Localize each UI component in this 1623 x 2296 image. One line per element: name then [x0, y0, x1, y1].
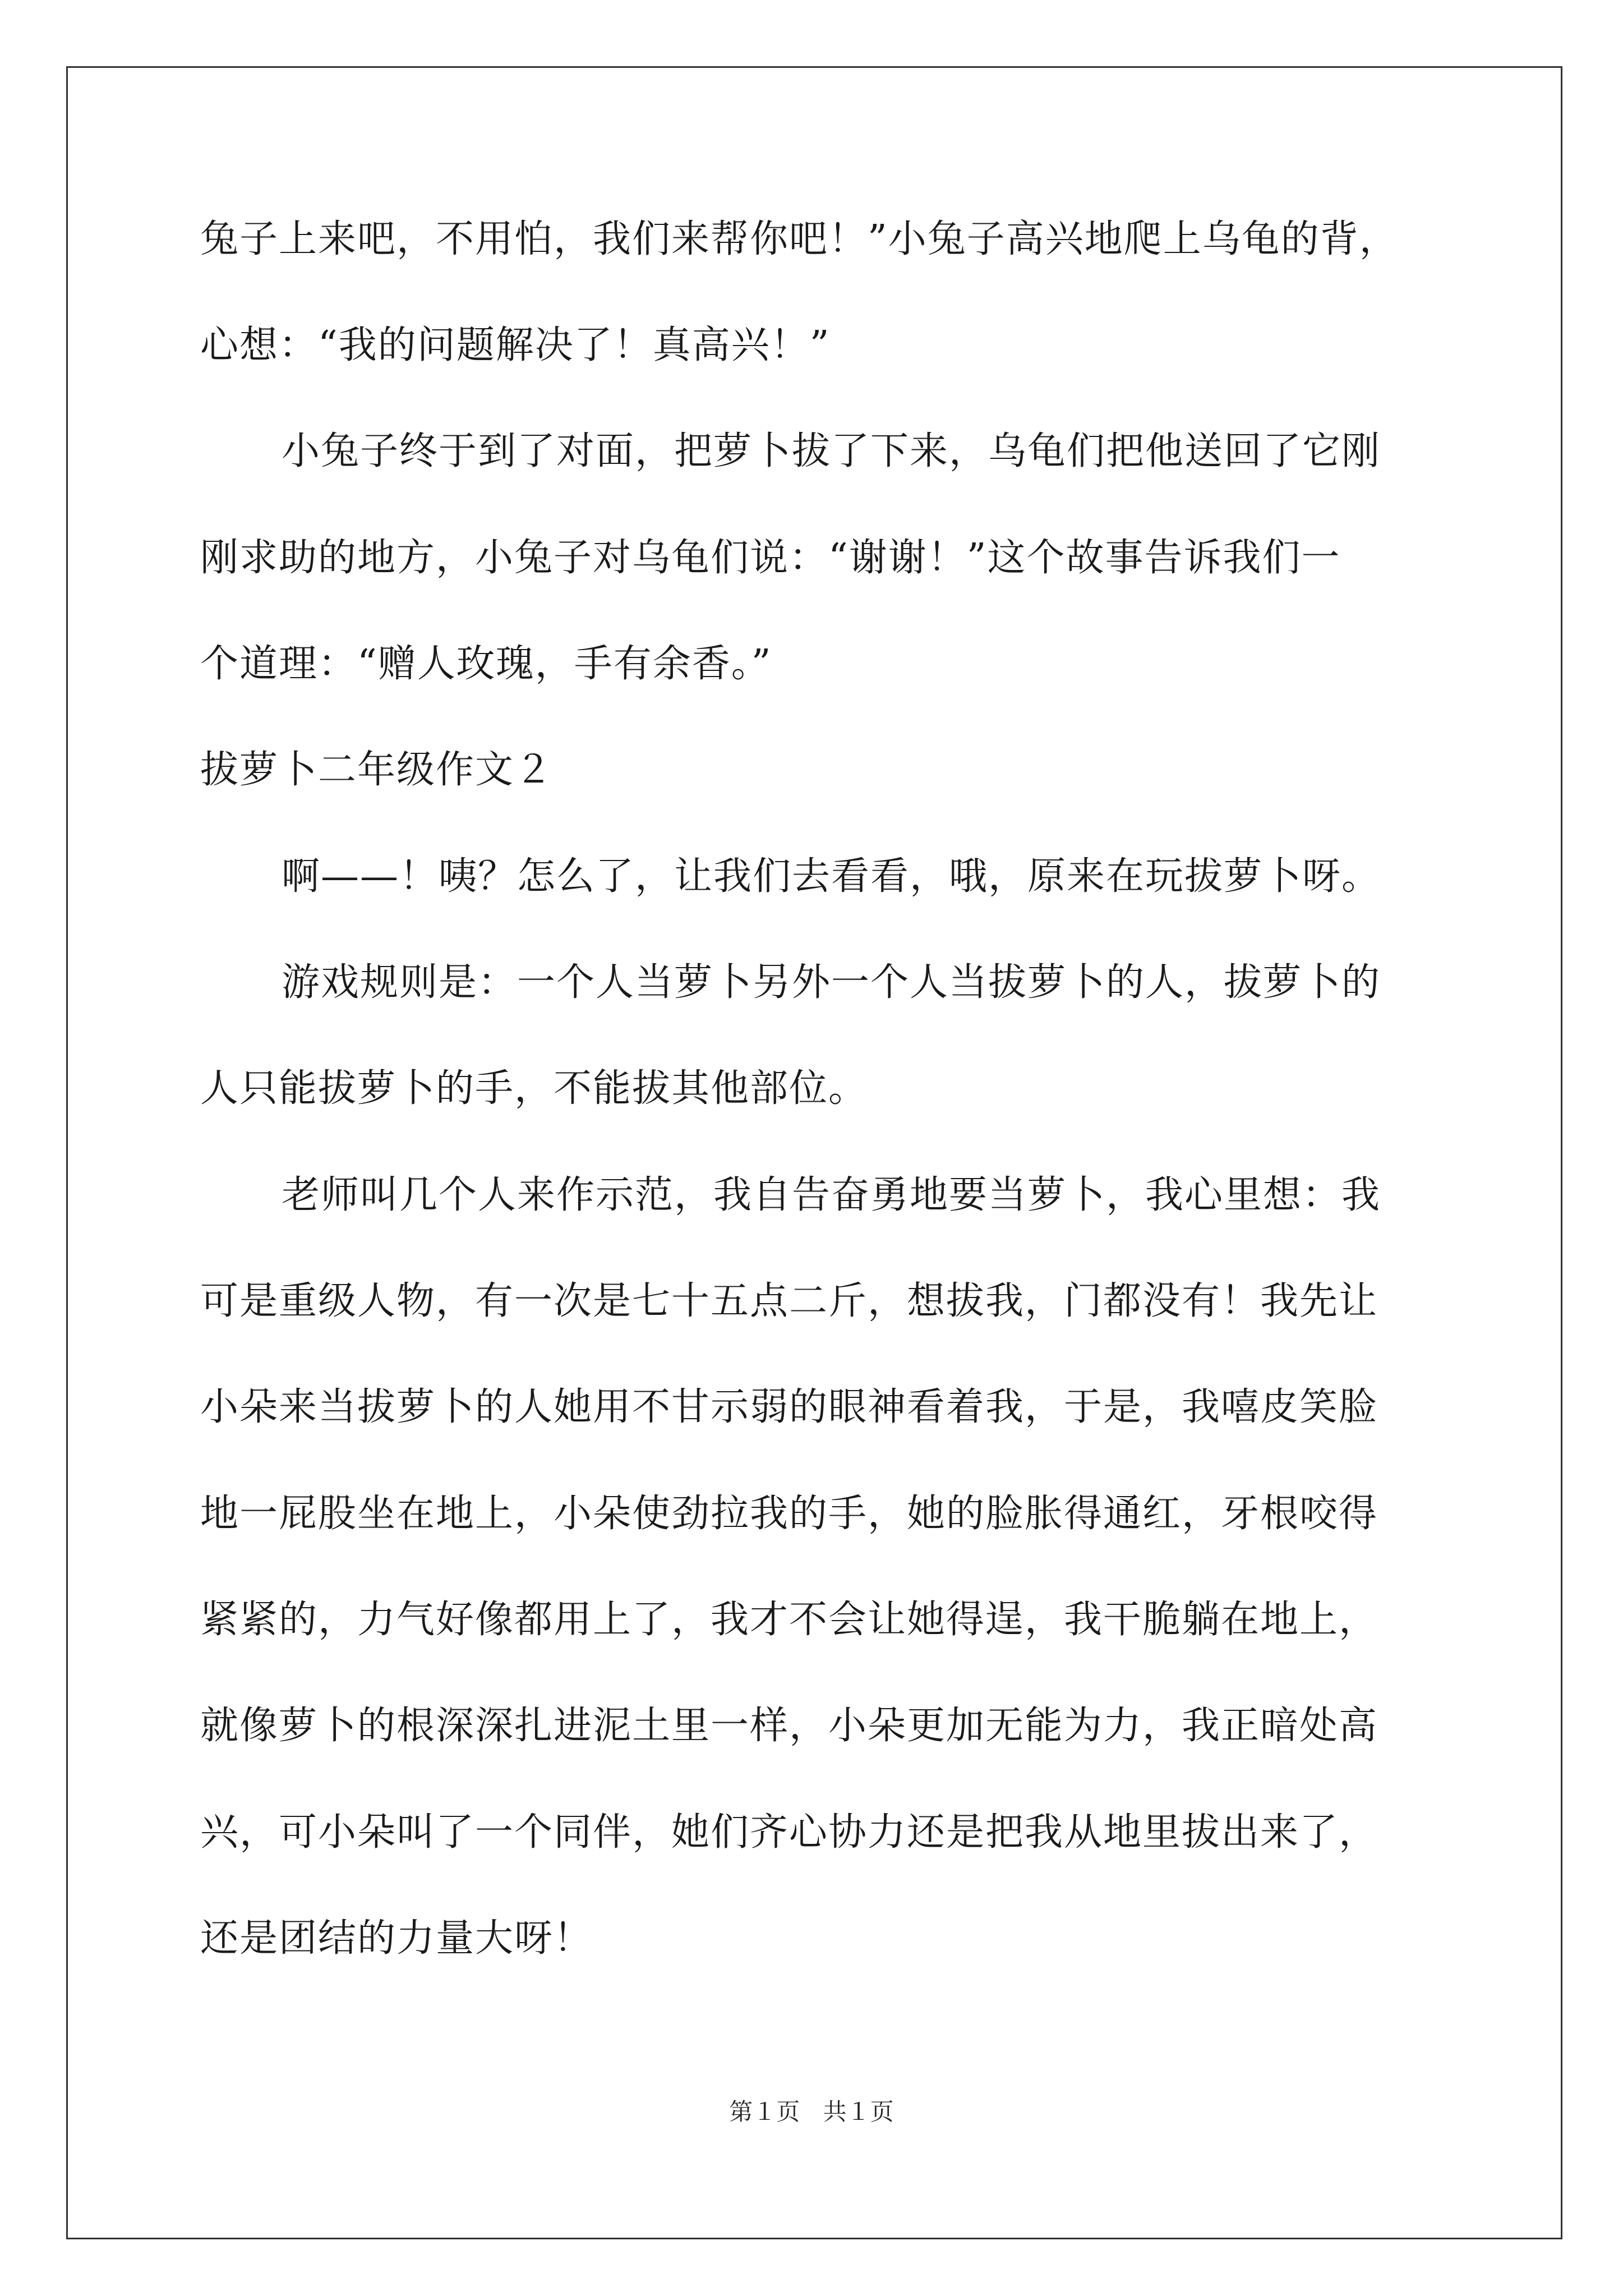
paragraph-line: 个道理：“赠人玫瑰，手有余香。”	[200, 642, 772, 686]
paragraph-line: 紧紧的，力气好像都用上了，我才不会让她得逞，我干脆躺在地上，	[200, 1598, 1378, 1642]
paragraph-line: 游戏规则是：一个人当萝卜另外一个人当拔萝卜的人，拔萝卜的	[282, 960, 1381, 1005]
paragraph-line: 可是重级人物，有一次是七十五点二斤，想拔我，门都没有！我先让	[200, 1279, 1378, 1323]
paragraph-line: 心想：“我的问题解决了！真高兴！”	[200, 323, 831, 367]
paragraph-line: 啊——！咦？怎么了，让我们去看看，哦，原来在玩拔萝卜呀。	[282, 854, 1381, 899]
page-footer	[0, 2098, 1623, 2126]
paragraph-line: 小兔子终于到了对面，把萝卜拔了下来，乌龟们把他送回了它刚	[282, 429, 1381, 473]
page-border	[66, 66, 1562, 2239]
paragraph-line: 小朵来当拔萝卜的人她用不甘示弱的眼神看着我，于是，我嘻皮笑脸	[200, 1385, 1378, 1429]
paragraph-line: 人只能拔萝卜的手，不能拔其他部位。	[200, 1066, 868, 1111]
paragraph-line: 地一屁股坐在地上，小朵使劲拉我的手，她的脸胀得通红，牙根咬得	[200, 1492, 1378, 1536]
paragraph-line: 老师叫几个人来作示范，我自告奋勇地要当萝卜，我心里想：我	[282, 1173, 1381, 1217]
paragraph-line: 刚求助的地方，小兔子对乌龟们说：“谢谢！”这个故事告诉我们一	[200, 536, 1341, 580]
page-number-total: 共１页	[823, 2098, 894, 2125]
section-heading: 拔萝卜二年级作文２	[200, 748, 554, 792]
page-number-current: 第１页	[729, 2098, 800, 2125]
paragraph-line: 兴，可小朵叫了一个同伴，她们齐心协力还是把我从地里拔出来了，	[200, 1810, 1378, 1855]
paragraph-line: 兔子上来吧，不用怕，我们来帮你吧！”小兔子高兴地爬上乌龟的背，	[200, 217, 1399, 261]
paragraph-line: 就像萝卜的根深深扎进泥土里一样，小朵更加无能为力，我正暗处高	[200, 1704, 1378, 1748]
paragraph-line: 还是团结的力量大呀！	[200, 1916, 593, 1961]
